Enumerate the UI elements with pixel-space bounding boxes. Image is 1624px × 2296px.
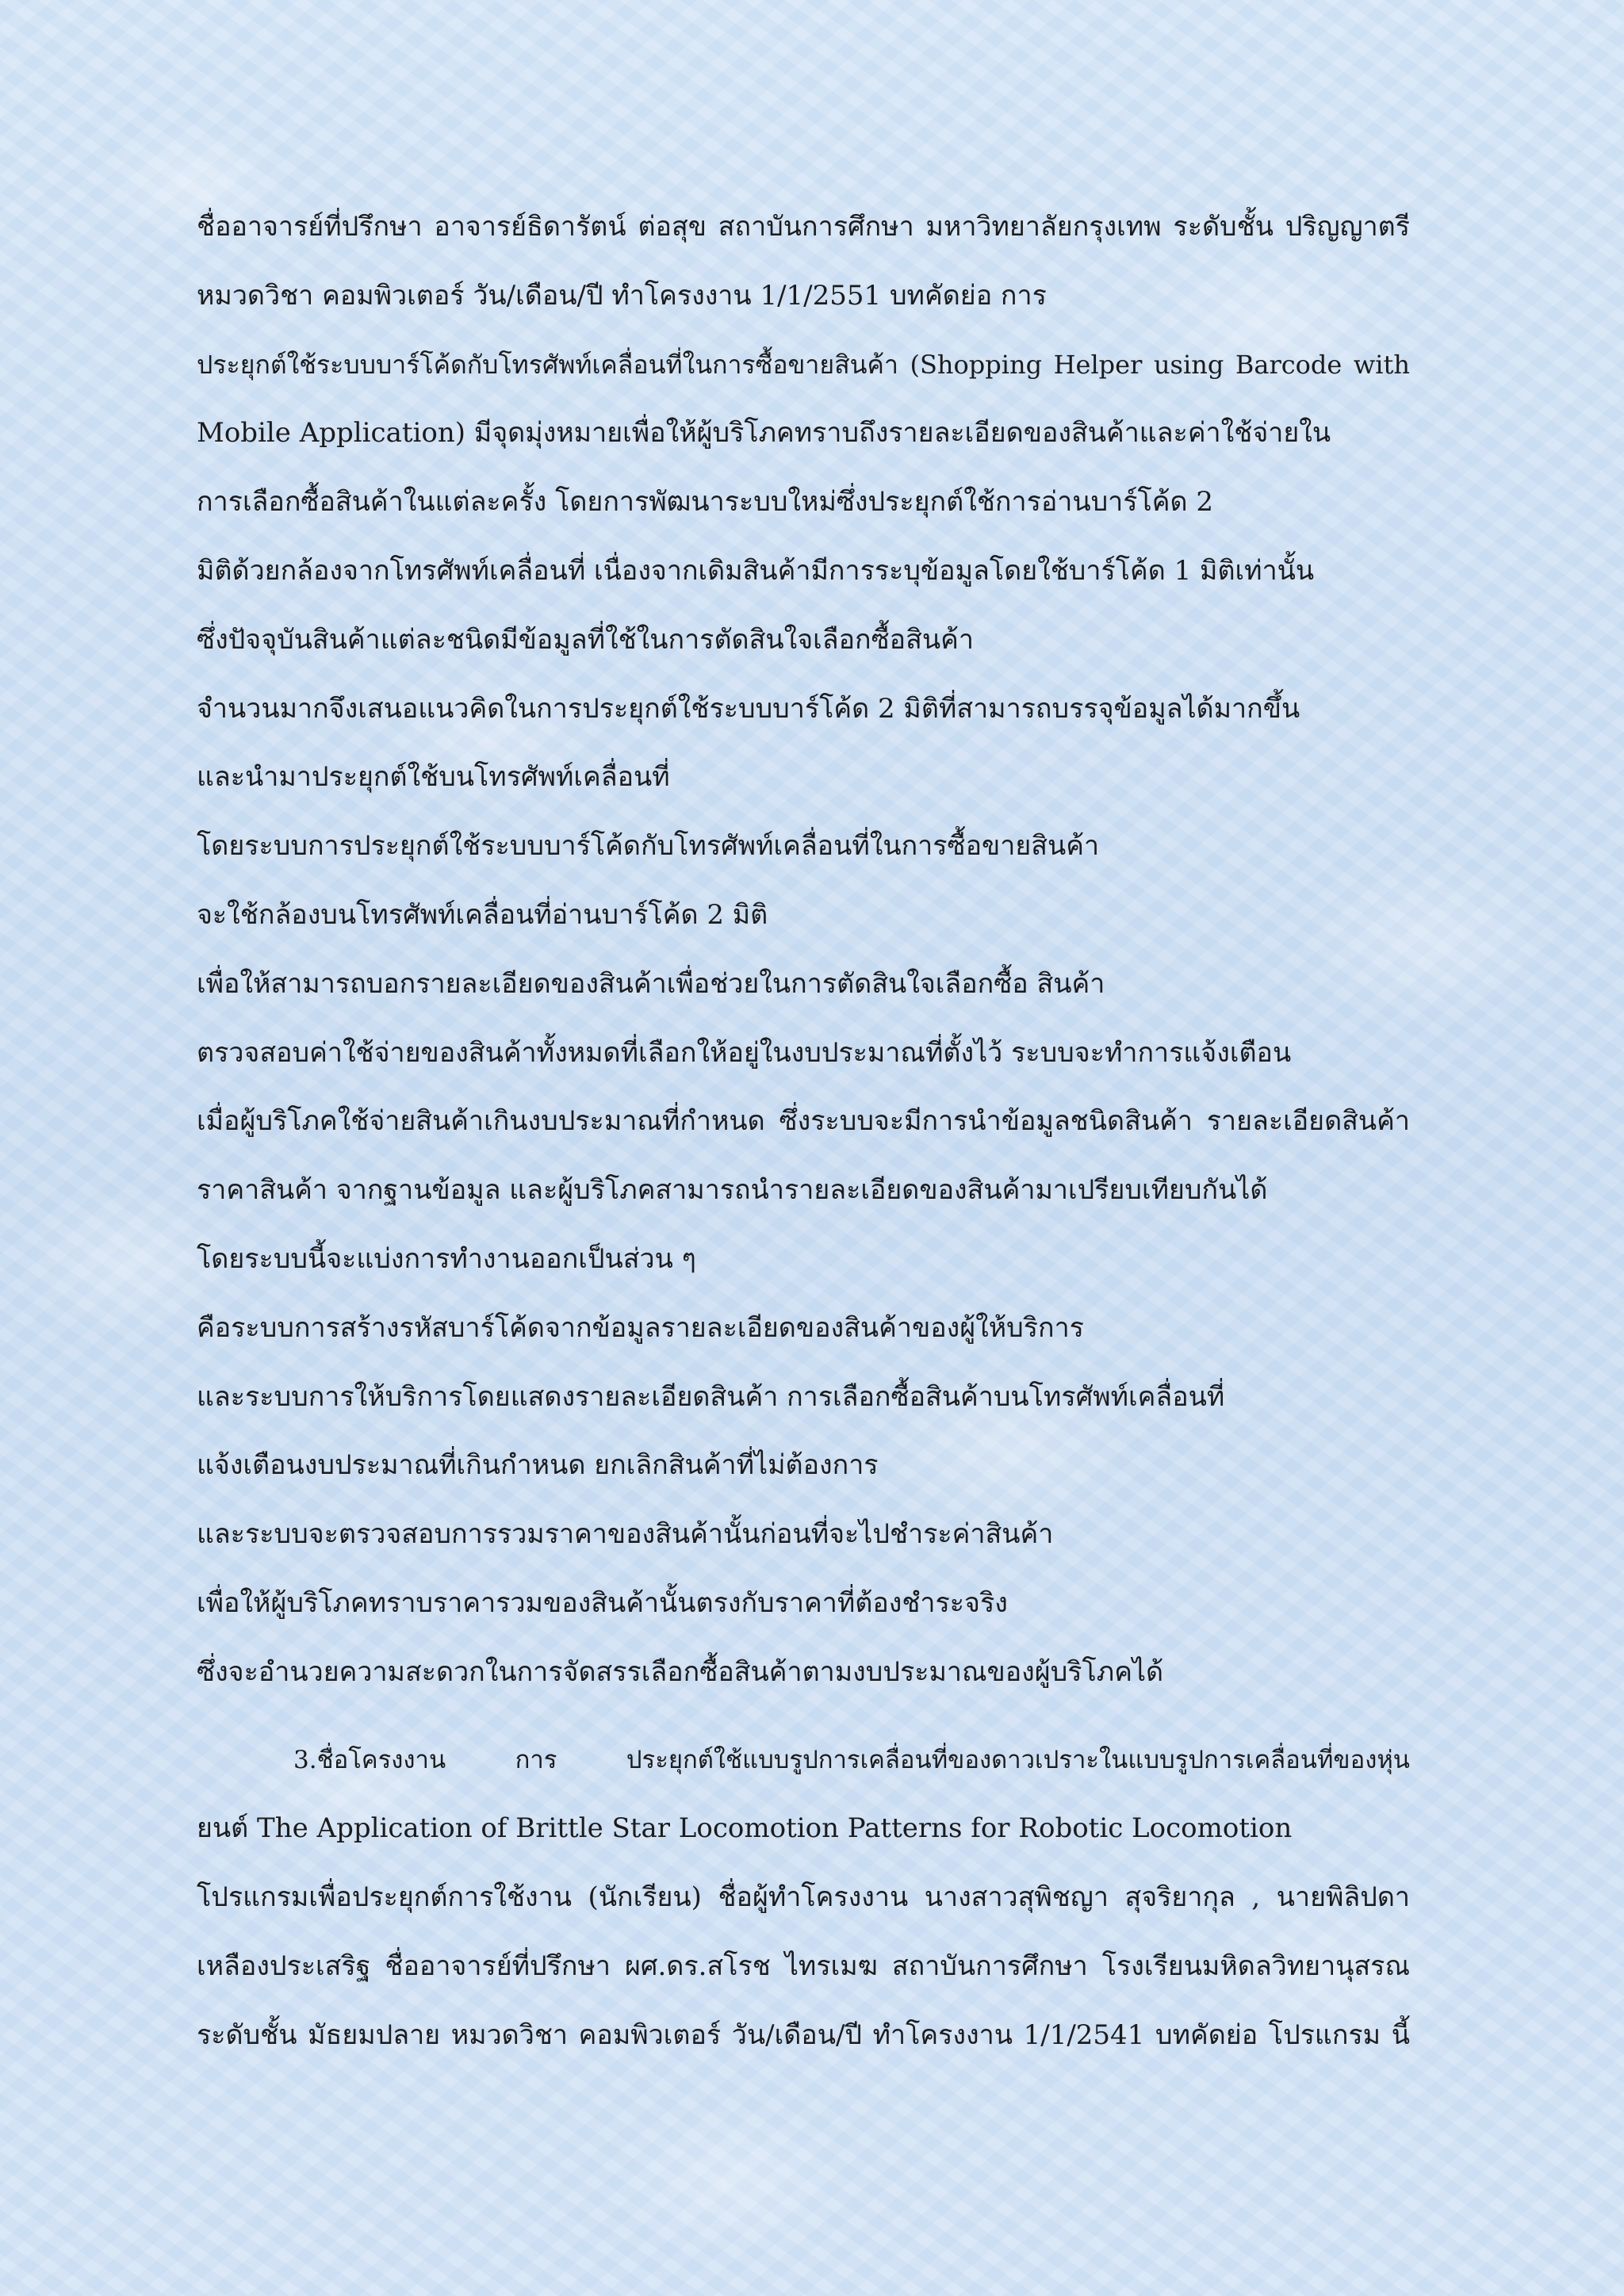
text-line: เพื่อให้สามารถบอกรายละเอียดของสินค้าเพื่อช่วยในการตัดสินใจเลือกซื้อ สินค้า — [197, 967, 1105, 1000]
text-line: ระดับชั้น มัธยมปลาย หมวดวิชา คอมพิวเตอร์ วัน/เดือน/ปี ทำโครงงาน 1/1/2541 บทคัดย่อ โปรแกรม นี้ — [197, 2019, 1410, 2051]
text-line: จะใช้กล้องบนโทรศัพท์เคลื่อนที่อ่านบาร์โค้ด 2 มิติ — [197, 898, 768, 931]
text-line: มิติด้วยกล้องจากโทรศัพท์เคลื่อนที่ เนื่องจากเดิมสินค้ามีการระบุข้อมูลโดยใช้บาร์โค้ด 1 มิติเท่านั้น — [197, 554, 1315, 587]
text-line: แจ้งเตือนงบประมาณที่เกินกำหนด ยกเลิกสินค้าที่ไม่ต้องการ — [197, 1449, 879, 1482]
paragraph-gap — [197, 1712, 1410, 1732]
text-line: คือระบบการสร้างรหัสบาร์โค้ดจากข้อมูลรายละเอียดของสินค้าของผู้ให้บริการ — [197, 1311, 1084, 1344]
text-line: และนำมาประยุกต์ใช้บนโทรศัพท์เคลื่อนที่ — [197, 761, 670, 794]
text-line: ซึ่งจะอำนวยความสะดวกในการจัดสรรเลือกซื้อสินค้าตามงบประมาณของผู้บริโภคได้ — [197, 1655, 1164, 1688]
text-line: จำนวนมากจึงเสนอแนวคิดในการประยุกต์ใช้ระบบบาร์โค้ด 2 มิติที่สามารถบรรจุข้อมูลได้มากขึ้น — [197, 692, 1300, 725]
text-line: ชื่ออาจารย์ที่ปรึกษา อาจารย์ธิดารัตน์ ต่อสุข สถาบันการศึกษา มหาวิทยาลัยกรุงเทพ ระดับชั้น ปริญญาตรี — [197, 211, 1410, 243]
text-line: เมื่อผู้บริโภคใช้จ่ายสินค้าเกินงบประมาณที่กำหนด ซึ่งระบบจะมีการนำข้อมูลชนิดสินค้า รายละเอียดสินค้า — [197, 1105, 1410, 1138]
text-line: Mobile Application) มีจุดมุ่งหมายเพื่อให้ผู้บริโภคทราบถึงรายละเอียดของสินค้าและค่าใช้จ่ายใน — [197, 417, 1331, 450]
text-line: การเลือกซื้อสินค้าในแต่ละครั้ง โดยการพัฒนาระบบใหม่ซึ่งประยุกต์ใช้การอ่านบาร์โค้ด 2 — [197, 486, 1214, 519]
text-line: และระบบการให้บริการโดยแสดงรายละเอียดสินค้า การเลือกซื้อสินค้าบนโทรศัพท์เคลื่อนที่ — [197, 1380, 1225, 1413]
text-line: ยนต์ The Application of Brittle Star Locomotion Patterns for Robotic Locomotion — [197, 1812, 1293, 1845]
document-page — [197, 198, 1410, 2076]
text-line: 3.ชื่อโครงงาน การ ประยุกต์ใช้แบบรูปการเคลื่อนที่ของดาวเปราะในแบบรูปการเคลื่อนที่ของหุ่น — [293, 1745, 1410, 1774]
paragraph-1 — [197, 198, 1410, 1712]
text-line: ประยุกต์ใช้ระบบบาร์โค้ดกับโทรศัพท์เคลื่อนที่ในการซื้อขายสินค้า (Shopping Helper using Barcode with — [197, 349, 1410, 380]
text-line: และระบบจะตรวจสอบการรวมราคาของสินค้านั้นก่อนที่จะไปชำระค่าสินค้า — [197, 1518, 1054, 1551]
text-line: ตรวจสอบค่าใช้จ่ายของสินค้าทั้งหมดที่เลือกให้อยู่ในงบประมาณที่ตั้งไว้ ระบบจะทำการแจ้งเตือน — [197, 1036, 1292, 1069]
text-line: ราคาสินค้า จากฐานข้อมูล และผู้บริโภคสามารถนำรายละเอียดของสินค้ามาเปรียบเทียบกันได้ — [197, 1174, 1268, 1207]
text-line: หมวดวิชา คอมพิวเตอร์ วัน/เดือน/ปี ทำโครงงาน 1/1/2551 บทคัดย่อ การ — [197, 279, 1047, 312]
text-line: ซึ่งปัจจุบันสินค้าแต่ละชนิดมีข้อมูลที่ใช้ในการตัดสินใจเลือกซื้อสินค้า — [197, 623, 974, 656]
text-line: โดยระบบนี้จะแบ่งการทำงานออกเป็นส่วน ๆ — [197, 1242, 696, 1275]
paragraph-2 — [197, 1732, 1410, 2076]
text-line: เหลืองประเสริฐ ชื่ออาจารย์ที่ปรึกษา ผศ.ดร.สโรช ไทรเมฆ สถาบันการศึกษา โรงเรียนมหิดลวิทยานุสรณ — [197, 1950, 1410, 1982]
text-line: โดยระบบการประยุกต์ใช้ระบบบาร์โค้ดกับโทรศัพท์เคลื่อนที่ในการซื้อขายสินค้า — [197, 830, 1100, 863]
text-line: โปรแกรมเพื่อประยุกต์การใช้งาน (นักเรียน) ชื่อผู้ทำโครงงาน นางสาวสุพิชญา สุจริยากุล , นายพิลิปดา — [197, 1881, 1410, 1914]
text-line: เพื่อให้ผู้บริโภคทราบราคารวมของสินค้านั้นตรงกับราคาที่ต้องชำระจริง — [197, 1586, 1008, 1619]
